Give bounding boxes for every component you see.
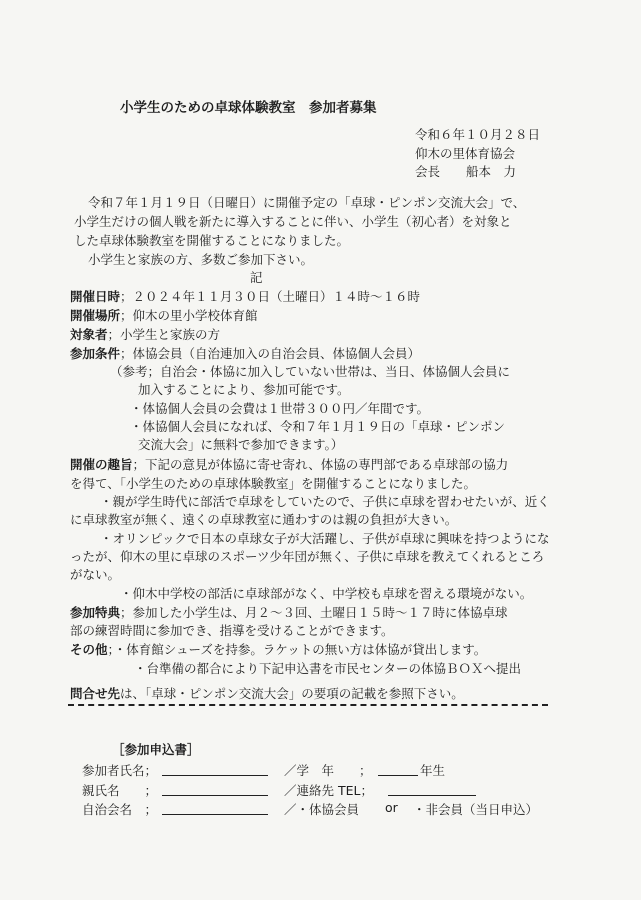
benefit-line: 部の練習時間に参加でき、指導を受けることができます。 [70,623,394,638]
parent-name-field[interactable] [162,795,268,796]
or-label: or [385,800,398,815]
condition-label: 参加条件 [70,346,121,361]
grade-label: ／学 年 ； [284,763,372,778]
page-title: 小学生のための卓球体験教室 参加者募集 [120,100,377,116]
purpose-line: ・オリンピックで日本の卓球女子が大活躍し、子供が卓球に興味を持つようにな [100,531,550,546]
member-option[interactable]: ／・体協会員 [284,802,360,817]
other-line: ；・体育館シューズを持参。ラケットの無い方は体協が貸出します。 [107,642,487,657]
organization-name: 仰木の里体育協会 [415,146,516,161]
grade-field[interactable] [378,775,418,776]
condition-note: ・体協個人会員になれば、令和７年１月１９日の「卓球・ピンポン [130,419,506,434]
participant-label: 参加者氏名； [82,763,158,778]
nonmember-option[interactable]: ・非会員（当日申込） [413,802,539,817]
date-value: ；２０２４年１１月３０日（土曜日）１４時～１６時 [120,289,421,304]
purpose-line: ・仰木中学校の部活に卓球部がなく、中学校も卓球を習える環境がない。 [120,586,533,601]
place-label: 開催場所 [70,308,121,323]
date-row [70,289,420,304]
place-value: ；仰木の里小学校体育館 [120,308,258,323]
issue-date: 令和６年１０月２８日 [415,127,541,142]
other-line: ・台準備の都合により下記申込書を市民センターの体協ＢＯＸへ提出 [134,661,522,676]
condition-value: ；体協会員（自治連加入の自治会員、体協個人会員） [120,346,421,361]
contact-value: は、「卓球・ピンポン交流大会」の要項の記載を参照下さい。 [120,686,464,701]
purpose-line: に卓球教室が無く、遠くの卓球教室に通わすのは親の負担が大きい。 [70,512,458,527]
association-field[interactable] [162,814,268,815]
target-label: 対象者 [70,327,108,342]
purpose-label: 開催の趣旨 [70,457,133,472]
benefit-label: 参加特典 [70,605,121,620]
target-row [70,327,220,342]
purpose-row [70,457,508,472]
condition-note: 加入することにより、参加可能です。 [138,382,350,397]
purpose-line: ；下記の意見が体協に寄せ寄れ、体協の専門部である卓球部の協力 [132,457,509,472]
other-row [70,642,486,657]
target-value: ；小学生と家族の方 [107,327,221,342]
purpose-line: ・親が学生時代に部活で卓球をしていたので、子供に卓球を習わせたいが、近く [100,494,550,509]
grade-suffix: 年生 [420,763,446,778]
cut-line [68,704,548,706]
condition-note: ・体協個人会員の会費は１世帯３００円／年間です。 [130,401,430,416]
intro-line-1: 令和７年１月１９日（日曜日）に開催予定の「卓球・ピンポン交流大会」で、 [88,195,526,210]
purpose-line: を得て、「小学生のための卓球体験教室」を開催することになりました。 [70,476,477,491]
tel-label: ／連絡先 TEL； [284,783,373,798]
association-label: 自治会名 ； [82,802,158,817]
condition-row [70,346,420,361]
intro-line-3: した卓球体験教室を開催することになりました。 [74,233,350,248]
bleed-through-text [30,40,360,55]
chair-line [415,162,516,180]
condition-note: （参考；自治会・体協に加入していない世帯は、当日、体協個人会員に [110,364,511,379]
ki-heading: 記 [250,270,263,285]
contact-label: 問合せ先 [70,686,121,701]
contact-row [70,686,464,701]
parent-label: 親氏名 ； [82,783,158,798]
purpose-line: ったが、仰木の里に卓球のスポーツ少年団が無く、子供に卓球を教えてくれるところ [70,549,545,564]
benefit-row [70,605,508,620]
intro-line-2: 小学生だけの個人戦を新たに導入することに伴い、小学生（初心者）を対象と [74,214,512,229]
intro-line-4: 小学生と家族の方、多数ご参加下さい。 [88,252,314,267]
chair-role: 会長 [415,164,441,179]
tel-field[interactable] [388,795,476,796]
other-label: その他 [70,642,108,657]
participant-name-field[interactable] [162,775,268,776]
chair-name: 船本 力 [466,164,517,179]
form-title: ［参加申込書］ [112,742,200,757]
date-label: 開催日時 [70,289,121,304]
purpose-line: がない。 [70,567,121,582]
benefit-line: ；参加した小学生は、月２～３回、土曜日１５時～１７時に体協卓球 [120,605,508,620]
place-row [70,308,258,323]
condition-note: 交流大会」に無料で参加できます。） [138,437,344,452]
